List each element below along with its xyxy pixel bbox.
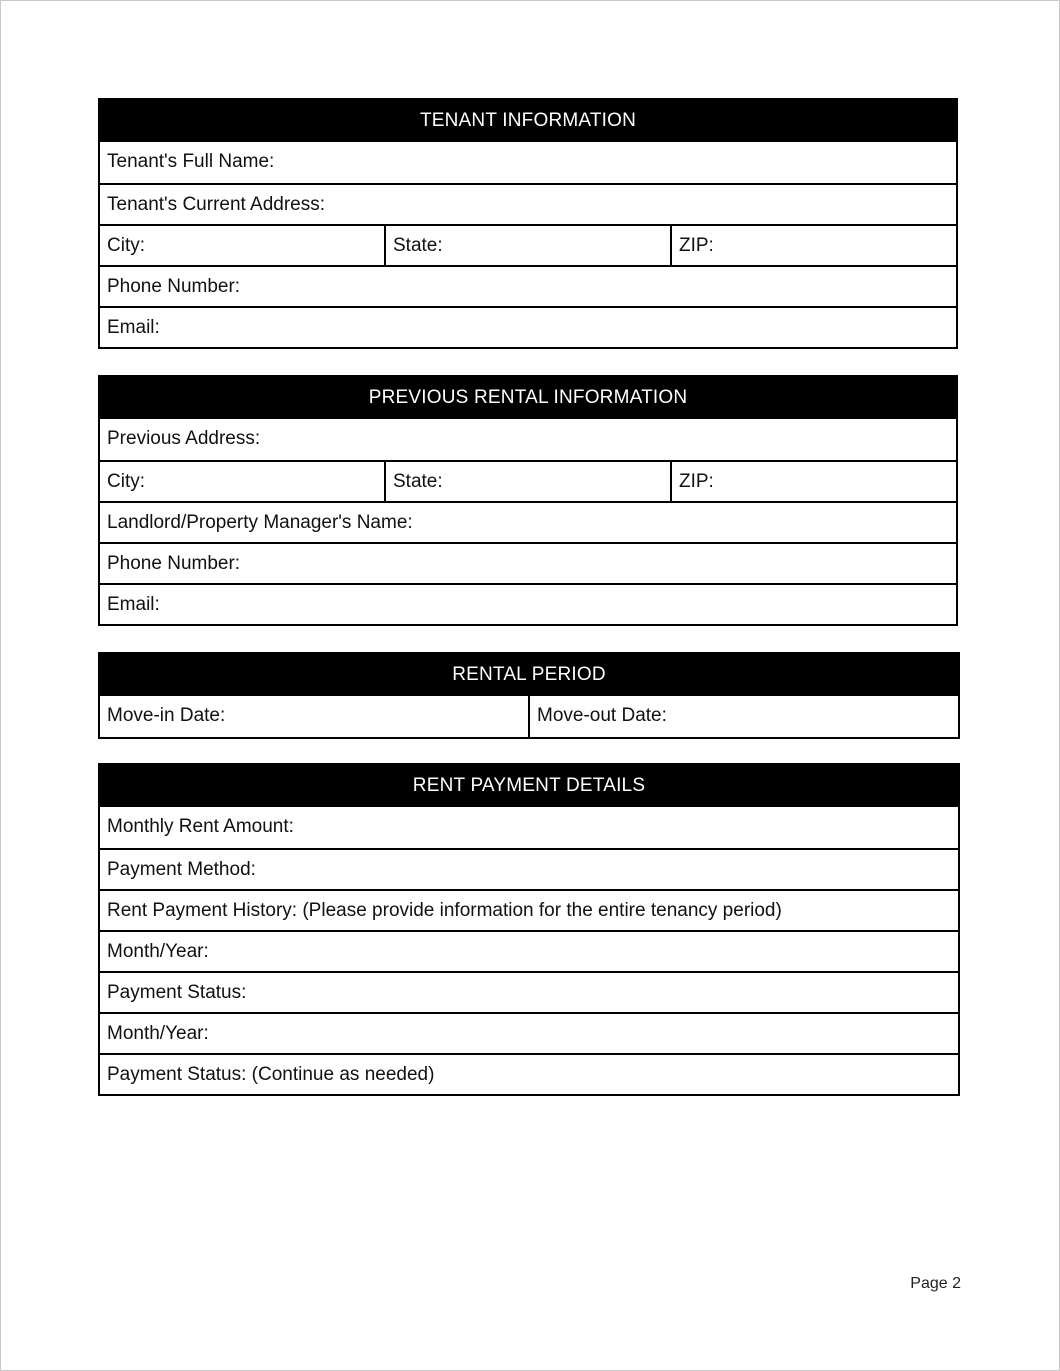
city-field[interactable]: City: <box>107 235 145 256</box>
move-in-date-field[interactable]: Move-in Date: <box>107 705 226 726</box>
previous-rental-section <box>98 375 958 626</box>
current-address-field[interactable]: Tenant's Current Address: <box>107 194 326 215</box>
month-year-field[interactable]: Month/Year: <box>107 1023 209 1044</box>
landlord-name-row <box>100 501 956 542</box>
city-field[interactable]: City: <box>107 471 145 492</box>
previous-address-row <box>100 419 956 460</box>
full-name-field[interactable]: Tenant's Full Name: <box>107 151 275 172</box>
zip-field[interactable]: ZIP: <box>670 462 956 501</box>
payment-status-field[interactable]: Payment Status: (Continue as needed) <box>107 1064 435 1085</box>
payment-status-row <box>100 971 958 1012</box>
month-year-field[interactable]: Month/Year: <box>107 941 209 962</box>
rent-payment-section <box>98 763 960 1096</box>
state-field[interactable]: State: <box>384 226 670 265</box>
payment-history-row <box>100 889 958 930</box>
email-row <box>100 583 956 624</box>
phone-field[interactable]: Phone Number: <box>107 276 241 297</box>
payment-method-field[interactable]: Payment Method: <box>107 859 256 880</box>
city-state-zip-row <box>100 224 956 265</box>
tenant-information-section <box>98 98 958 349</box>
email-field[interactable]: Email: <box>107 594 160 615</box>
page-number: Page 2 <box>910 1275 961 1292</box>
section-header: RENTAL PERIOD <box>100 654 958 696</box>
payment-method-row <box>100 848 958 889</box>
payment-status-row <box>100 1053 958 1094</box>
rental-period-section <box>98 652 960 739</box>
payment-status-field[interactable]: Payment Status: <box>107 982 247 1003</box>
zip-field[interactable]: ZIP: <box>670 226 956 265</box>
section-header: RENT PAYMENT DETAILS <box>100 765 958 807</box>
email-field[interactable]: Email: <box>107 317 160 338</box>
month-year-row <box>100 930 958 971</box>
email-row <box>100 306 956 347</box>
current-address-row <box>100 183 956 224</box>
monthly-rent-row <box>100 807 958 848</box>
monthly-rent-field[interactable]: Monthly Rent Amount: <box>107 816 294 837</box>
phone-row <box>100 542 956 583</box>
move-out-date-field[interactable]: Move-out Date: <box>528 696 958 737</box>
state-field[interactable]: State: <box>384 462 670 501</box>
section-header: PREVIOUS RENTAL INFORMATION <box>100 377 956 419</box>
payment-history-label: Rent Payment History: (Please provide information for the entire tenancy period) <box>107 900 782 921</box>
month-year-row <box>100 1012 958 1053</box>
previous-address-field[interactable]: Previous Address: <box>107 428 261 449</box>
dates-row <box>100 696 958 737</box>
landlord-name-field[interactable]: Landlord/Property Manager's Name: <box>107 512 413 533</box>
section-header: TENANT INFORMATION <box>100 100 956 142</box>
phone-row <box>100 265 956 306</box>
phone-field[interactable]: Phone Number: <box>107 553 241 574</box>
full-name-row <box>100 142 956 183</box>
city-state-zip-row <box>100 460 956 501</box>
